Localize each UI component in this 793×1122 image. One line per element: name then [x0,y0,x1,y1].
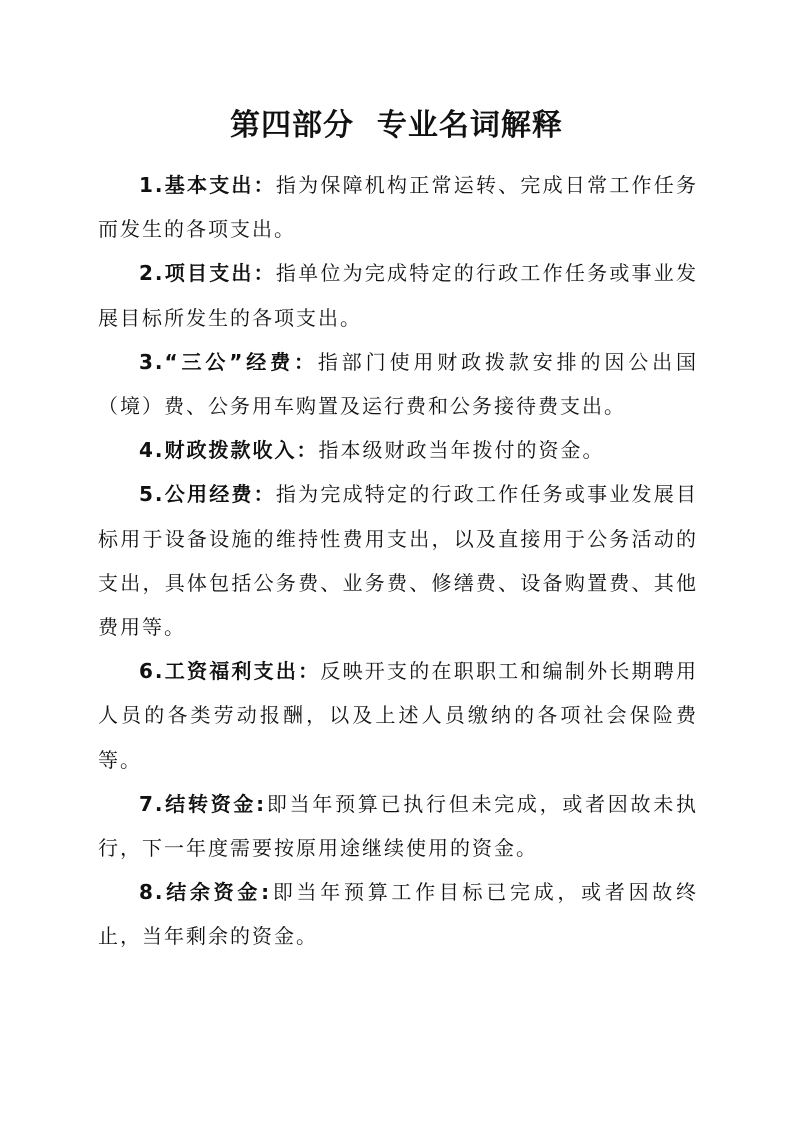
term-label: 5.公用经费： [139,482,276,507]
term-label: 4.财政拨款收入： [139,438,319,463]
term-label: 7.结转资金: [139,791,267,816]
definition-text: 指本级财政当年拨付的资金。 [318,438,605,463]
definition-item-1 [98,163,698,251]
term-label: 2.项目支出： [139,261,276,286]
definition-item-4 [98,428,698,472]
definition-text: 指为完成特定的行政工作任务或事业发展目标用于设备设施的维持性费用支出，以及直接用于公务活动的支出，具体包括公务费、业务费、修缮费、设备购置费、其他费用等。 [98,482,699,640]
term-label: 1.基本支出： [139,173,276,197]
definition-text: 反映开支的在职职工和编制外长期聘用人员的各类劳动报酬，以及上述人员缴纳的各项社会保险费等。 [98,659,698,772]
definition-item-6 [98,649,698,782]
term-label: 6.工资福利支出： [139,659,321,684]
term-label: 8.结余资金: [139,880,272,905]
page-title: 第四部分 专业名词解释 [230,108,563,143]
definition-item-7 [98,782,698,870]
definition-text: 指单位为完成特定的行政工作任务或事业发展目标所发生的各项支出。 [98,261,699,330]
term-label: 3.“三公”经费： [139,349,318,374]
definition-item-8 [98,870,698,958]
definition-text: 指部门使用财政拨款安排的因公出国（境）费、公务用车购置及运行费和公务接待费支出。 [98,349,699,419]
definition-text: 指为保障机构正常运转、完成日常工作任务而发生的各项支出。 [98,173,699,242]
definition-item-3 [98,340,698,428]
definition-item-2 [98,251,698,339]
definition-item-5 [98,472,698,649]
definitions-list [98,163,698,959]
definition-text: 即当年预算工作目标已完成，或者因故终止，当年剩余的资金。 [98,880,699,949]
definition-text: 即当年预算已执行但未完成，或者因故未执行，下一年度需要按原用途继续使用的资金。 [98,791,698,861]
